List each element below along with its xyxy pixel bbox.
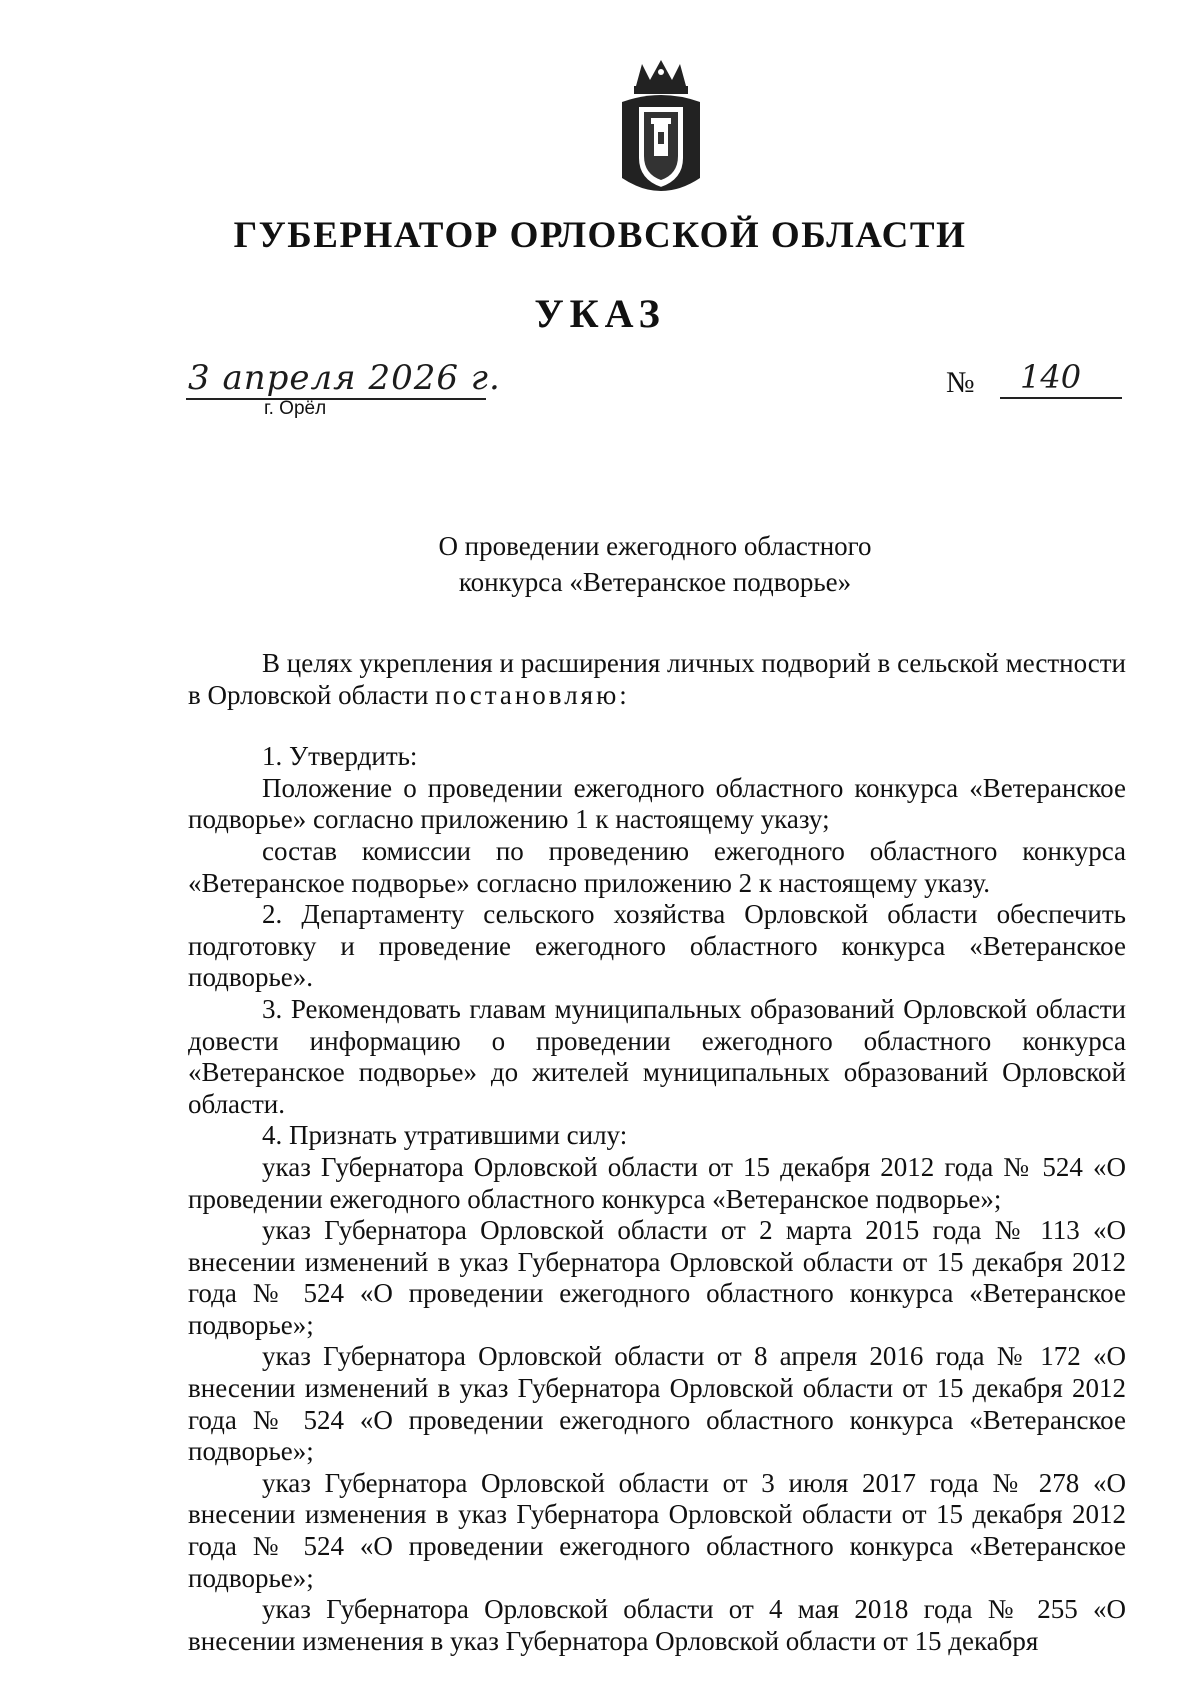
decree-body: [188, 648, 1126, 1657]
document-type: УКАЗ: [534, 291, 666, 336]
place-of-issue: г. Орёл: [264, 398, 327, 419]
decree-subject: [0, 528, 1200, 600]
item-1-a: Положение о проведении ежегодного областного конкурса «Ветеранское подворье» согласно приложению 1 к настоящему указу;: [188, 772, 1126, 835]
number-underline: [1000, 397, 1122, 399]
repeal-item-4: указ Губернатора Орловской области от 3 июля 2017 года № 278 «О внесении изменения в указ Губернатора Орловской области от 15 декабря 2012 года № 524 «О проведении ежегодного областного конкурса «Ветеранское подворье»;: [188, 1467, 1126, 1593]
preamble-text: В целях укрепления и расширения личных подворий в сельской местности в Орловской области: [188, 648, 1126, 710]
preamble: [188, 648, 1126, 711]
number-label: №: [946, 366, 975, 399]
repeal-item-1: указ Губернатора Орловской области от 15 декабря 2012 года № 524 «О проведении ежегодного областного конкурса «Ветеранское подворье»;: [188, 1151, 1126, 1214]
issuing-authority: ГУБЕРНАТОР ОРЛОВСКОЙ ОБЛАСТИ: [233, 215, 967, 256]
handwritten-number: 140: [1020, 358, 1082, 396]
item-1-title: 1. Утвердить:: [262, 741, 418, 772]
handwritten-date: 3 апреля 2026 г.: [188, 358, 501, 398]
coat-of-arms-icon: [616, 58, 706, 208]
repeal-item-3: указ Губернатора Орловской области от 8 апреля 2016 года № 172 «О внесении изменений в указ Губернатора Орловской области от 15 декабря 2012 года № 524 «О проведении ежегодного областного конкурса «Ветеранское подворье»;: [188, 1341, 1126, 1467]
repeal-item-2: указ Губернатора Орловской области от 2 марта 2015 года № 113 «О внесении изменений в указ Губернатора Орловской области от 15 декабря 2012 года № 524 «О проведении ежегодного областного конкурса «Ветеранское подворье»;: [188, 1215, 1126, 1340]
repeal-item-5: указ Губернатора Орловской области от 4 мая 2018 года № 255 «О внесении изменения в указ Губернатора Орловской области от 15 декабря: [188, 1594, 1126, 1656]
item-2: 2. Департаменту сельского хозяйства Орловской области обеспечить подготовку и проведение ежегодного областного конкурса «Ветеранское подворье».: [188, 899, 1126, 993]
date-underline: [186, 398, 486, 400]
subject-line-1: О проведении ежегодного областного: [438, 531, 872, 561]
item-1-b: состав комиссии по проведению ежегодного областного конкурса «Ветеранское подворье» согласно приложению 2 к настоящему указу.: [188, 835, 1126, 898]
item-4-title: 4. Признать утратившими силу:: [262, 1120, 628, 1151]
preamble-decree-word: постановляю:: [435, 679, 630, 710]
item-3: 3. Рекомендовать главам муниципальных образований Орловской области довести информацию о проведении ежегодного областного конкурса «Ветеранское подворье» до жителей муниципальных образований Орловской области.: [188, 993, 1126, 1119]
subject-line-2: конкурса «Ветеранское подворье»: [458, 567, 852, 597]
